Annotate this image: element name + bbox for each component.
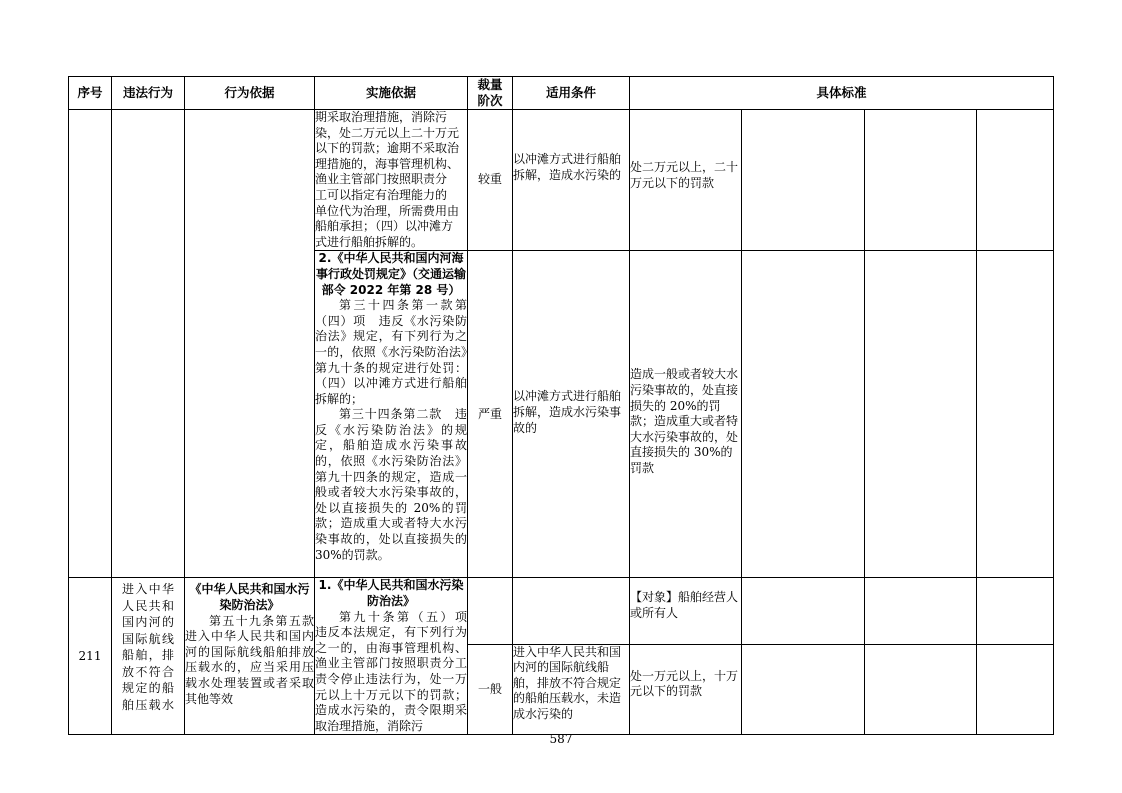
- basis-law-title: 《中华人民共和国水污染防治法》: [189, 582, 310, 612]
- header-level-line1: 裁量: [477, 77, 503, 92]
- standard-general: 处一万元以上，十万元以下的罚款: [630, 644, 742, 735]
- impl-line: 期采取治理措施，消除污: [315, 110, 448, 124]
- cont-basis-cell: [185, 110, 315, 578]
- table-row: [69, 110, 1054, 251]
- standard-blank-cell: [977, 578, 1054, 644]
- condition-general: 进入中华人民共和国内河的国际航线船舶，排放不符合规定的船舶压载水，未造成水污染的: [513, 644, 630, 735]
- object-condition-cell: [513, 578, 630, 644]
- impl-line: 单位代为治理，所需费用由: [315, 203, 460, 218]
- header-violation: 违法行为: [112, 77, 185, 110]
- standard-blank-cell: [742, 110, 865, 251]
- cont-impl-basis: [315, 110, 468, 251]
- impl-paragraph: 第九十条第（五）项 违反本法规定，有下列行为之一的，由海事管理机构、渔业主管部门按照职责分工责令停止违法行为，处一万元以上十万元以下的罚款；造成水污染的，责令限期采取治理措施，消除污: [315, 609, 480, 733]
- impl-line: 染，处二万元以上二十万元: [315, 125, 460, 140]
- level-general: 一般: [468, 644, 513, 735]
- standard-blank-cell: [977, 251, 1054, 578]
- header-level: [468, 77, 513, 110]
- impl-line: 工可以指定有治理能力的: [315, 187, 448, 202]
- standard-blank-cell: [865, 578, 977, 644]
- discretion-standard-table: [68, 76, 1054, 735]
- item-seq: 211: [69, 578, 112, 735]
- level-severe: 严重: [468, 251, 513, 578]
- standard-blank-cell: [977, 644, 1054, 735]
- impl-line: 渔业主管部门按照职责分: [315, 172, 448, 187]
- page-number: 587: [549, 732, 573, 746]
- standard-blank-cell: [865, 644, 977, 735]
- impl-line: 式进行船舶拆解的。: [315, 234, 424, 249]
- standard-blank-cell: [977, 110, 1054, 251]
- level-relatively-severe: 较重: [468, 110, 513, 251]
- standard-severe: 造成一般或者较大水污染事故的，处直接损失的 20%的罚款；造成重大或者特大水污染事故的，处直接损失的 30%的罚款: [630, 251, 742, 578]
- impl-line: 理措施的，海事管理机构、: [315, 156, 460, 171]
- impl-law-title: 1.《中华人民共和国水污染防治法》: [318, 578, 464, 608]
- standard-blank-cell: [865, 110, 977, 251]
- table-header-row: [69, 77, 1054, 110]
- severe-impl-basis: [315, 251, 468, 578]
- standard-blank-cell: [865, 251, 977, 578]
- header-condition: 适用条件: [513, 77, 630, 110]
- item-basis: [185, 578, 327, 735]
- standard-blank-cell: [742, 251, 865, 578]
- law-paragraph: 第三十四条第二款 违反《水污染防治法》的规定，船舶造成水污染事故的，依照《水污染防治法》第九十四条的规定，造成一般或者较大水污染事故的，处以直接损失的 20%的罚款；造成重大或者特大水污染事故的，处以直接损失的 30%的罚款。: [315, 407, 467, 562]
- law-paragraph: 第三十四条第一款第（四）项 违反《水污染防治法》规定，有下列行为之一的，依照《水污染防治法》第九十条的规定进行处罚：（四）以冲滩方式进行船舶拆解的；: [315, 298, 467, 406]
- header-level-line2: 阶次: [477, 93, 503, 108]
- header-basis: 行为依据: [185, 77, 315, 110]
- impl-line: 以下的罚款；逾期不采取治: [315, 141, 460, 156]
- object-label: 【对象】船舶经营人或所有人: [630, 578, 742, 644]
- standard-relatively-severe: 处二万元以上，二十万元以下的罚款: [630, 110, 742, 251]
- header-seq: 序号: [69, 77, 112, 110]
- law-title: 2.《中华人民共和国内河海事行政处罚规定》（交通运输部令 2022 年第 28 号）: [315, 251, 466, 297]
- item-violation: 进入中华人民共和国内河的国际航线船舶，排放不符合规定的船舶压载水: [112, 578, 185, 735]
- impl-line: 船舶承担；（四）以冲滩方: [315, 219, 454, 234]
- condition-severe: 以冲滩方式进行船舶拆解，造成水污染事故的: [513, 251, 630, 578]
- header-impl-basis: 实施依据: [315, 77, 468, 110]
- header-standard: 具体标准: [630, 77, 1054, 110]
- cont-violation-cell: [112, 110, 185, 578]
- standard-blank-cell: [742, 578, 865, 644]
- basis-paragraph: 第五十九条第五款 进入中华人民共和国内河的国际航线船舶排放压载水的，应当采用压载水处理装置或者采取其他等效: [185, 613, 327, 706]
- item-impl-basis: [315, 578, 480, 735]
- condition-relatively-severe: 以冲滩方式进行船舶拆解，造成水污染的: [513, 110, 630, 251]
- standard-blank-cell: [742, 644, 865, 735]
- cont-seq-cell: [69, 110, 112, 578]
- table-row: [69, 578, 1054, 644]
